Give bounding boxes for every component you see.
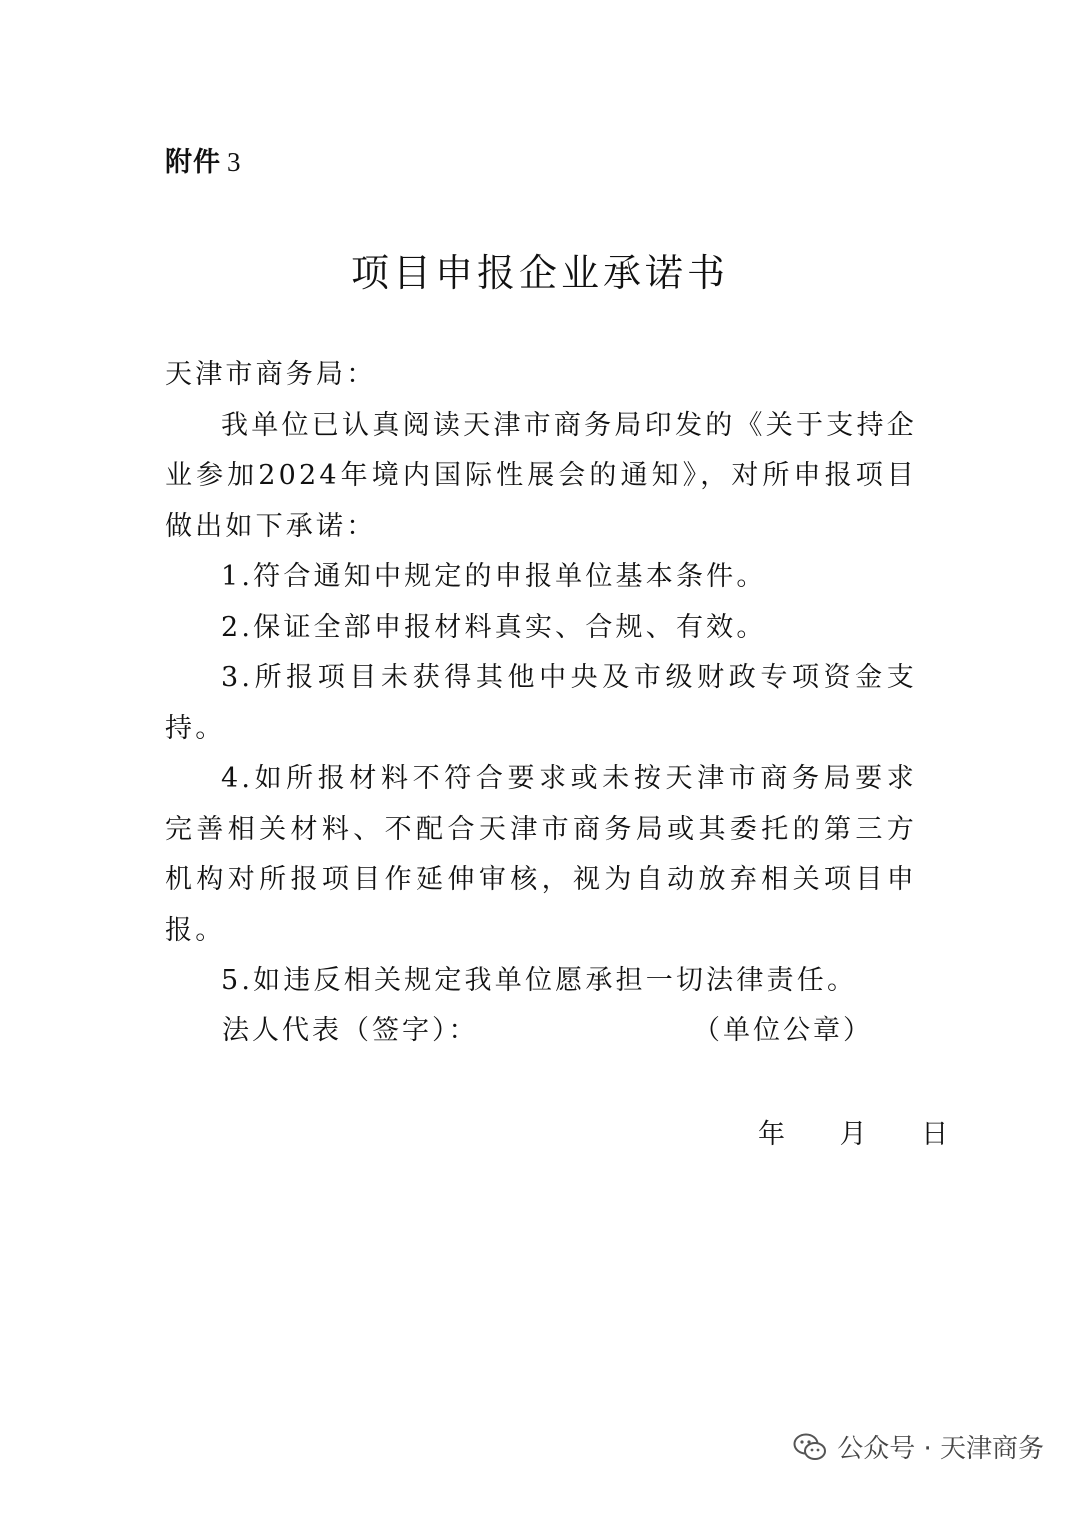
commitment-2: 2.保证全部申报材料真实、合规、有效。 xyxy=(221,611,767,643)
date-year: 年 xyxy=(758,1119,785,1150)
attachment-number: 3 xyxy=(227,147,242,177)
seal-label: （单位公章） xyxy=(693,1015,873,1046)
date-line xyxy=(758,1112,974,1151)
commitment-5: 5.如违反相关规定我单位愿承担一切法律责任。 xyxy=(221,965,858,996)
date-day: 日 xyxy=(921,1119,949,1150)
commitment-3: 3.所报项目未获得其他中央及市级财政专项资金支持。 xyxy=(165,662,917,744)
commitment-4: 4.如所报材料不符合要求或未按天津市商务局要求完善相关材料、不配合天津市商务局或其委托的第三方机构对所报项目作延伸审核，视为自动放弃相关项目申报。 xyxy=(165,763,917,946)
date-month: 月 xyxy=(839,1119,867,1150)
wechat-icon xyxy=(793,1432,827,1462)
attachment-label xyxy=(165,140,242,179)
attachment-label-text: 附件 xyxy=(165,147,221,178)
addressee: 天津市商务局： xyxy=(165,359,377,390)
watermark-text: 公众号 · 天津商务 xyxy=(837,1434,1044,1464)
intro-paragraph: 我单位已认真阅读天津市商务局印发的《关于支持企业参加2024年境内国际性展会的通知》，对所申报项目做出如下承诺： xyxy=(165,409,917,542)
document-body xyxy=(165,350,917,1007)
document-title: 项目申报企业承诺书 xyxy=(350,251,729,295)
watermark xyxy=(793,1428,1044,1465)
commitment-1: 1.符合通知中规定的申报单位基本条件。 xyxy=(221,561,767,592)
signature-label: 法人代表（签字）： xyxy=(222,1015,479,1046)
